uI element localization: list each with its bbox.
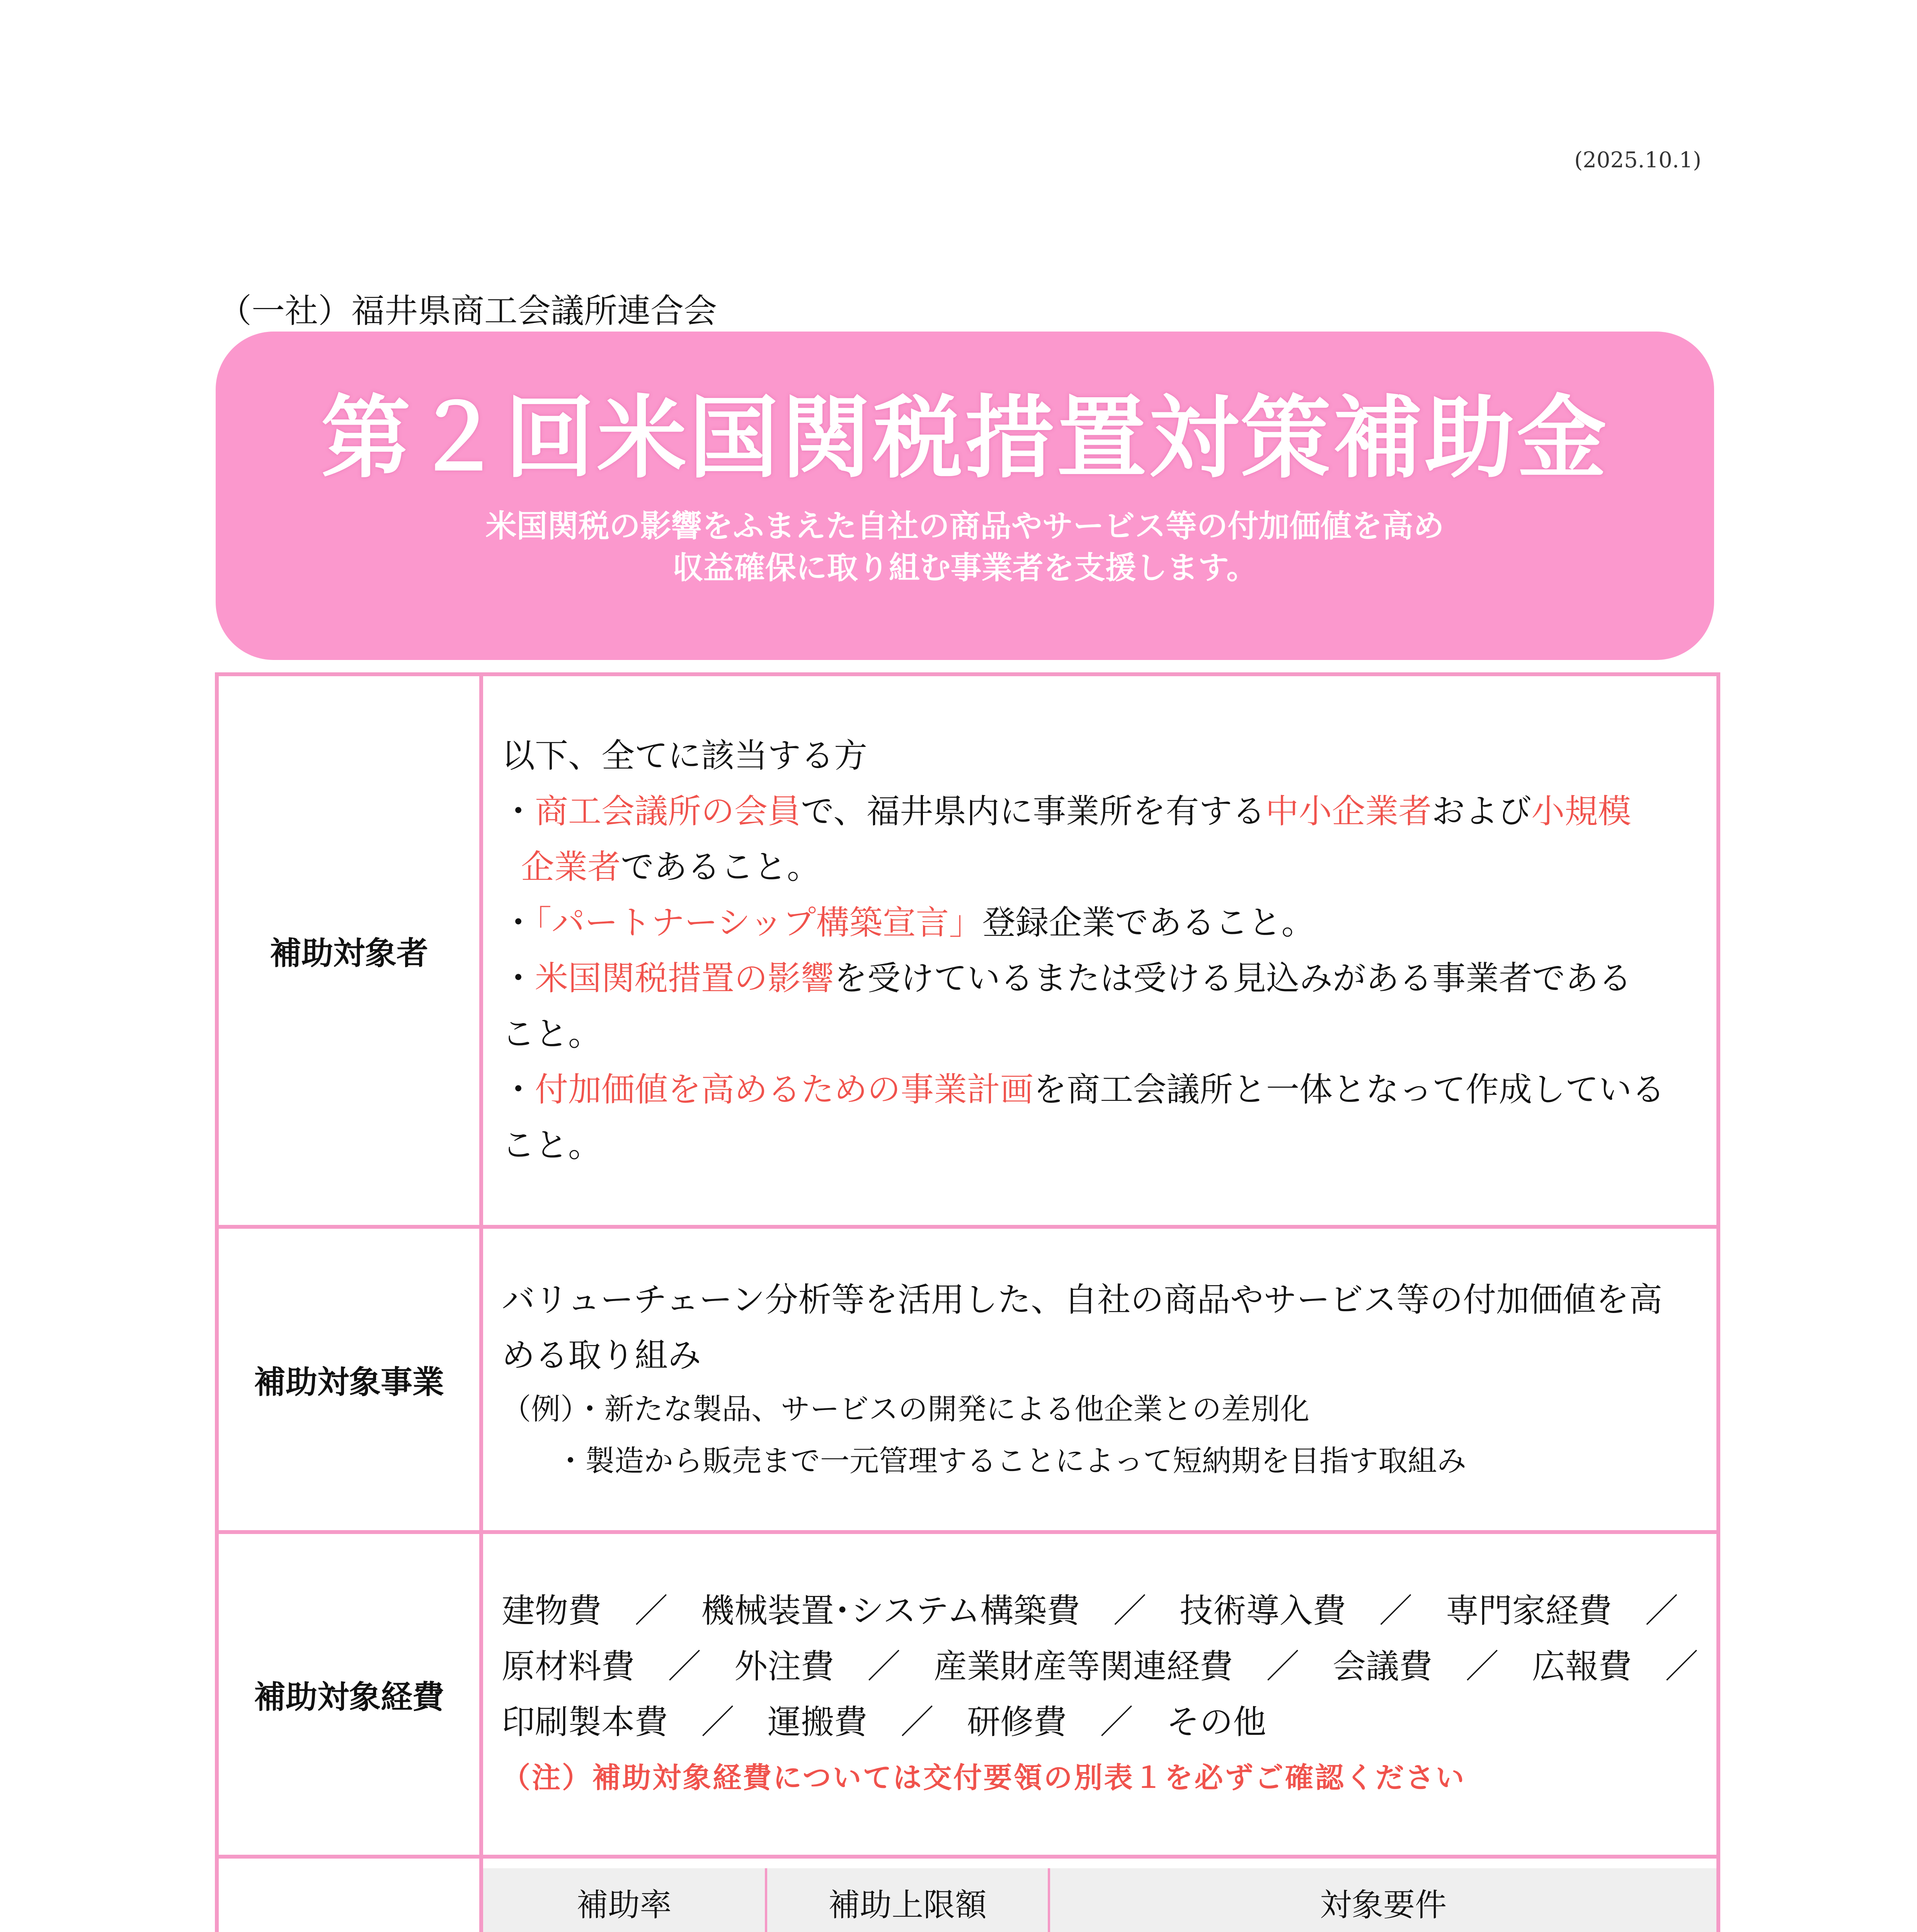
highlight: 米国関税措置の影響 — [535, 959, 834, 998]
content-targets — [481, 674, 1718, 1227]
text: 登録企業であること。 — [982, 903, 1315, 942]
header-requirements: 対象要件 — [1049, 1868, 1716, 1932]
text: を商工会議所と一体となって作成している — [1033, 1070, 1665, 1109]
highlight: 企業者 — [521, 848, 621, 886]
content-rate — [481, 1857, 1718, 1932]
bullet: ・ — [502, 903, 535, 942]
bullet: ・ — [502, 792, 535, 831]
targets-item1 — [502, 784, 1701, 839]
highlight: 「パートナーシップ構築宣言」 — [535, 903, 982, 942]
label-expenses: 補助対象経費 — [217, 1532, 481, 1857]
targets-item2 — [502, 895, 1701, 951]
text: で、福井県内に事業所を有する — [801, 792, 1266, 831]
projects-example2: ・製造から販売まで一元管理することによって短納期を目指す取組み — [556, 1444, 1466, 1478]
bullet: ・ — [502, 959, 535, 998]
label-rate — [217, 1857, 481, 1932]
projects-line2: める取り組み — [502, 1336, 701, 1375]
targets-item1-cont — [502, 839, 1701, 895]
row-expenses — [217, 1532, 1718, 1857]
targets-intro: 以下、全てに該当する方 — [502, 736, 867, 775]
banner-subtitle-line2: 収益確保に取り組む事業者を支援します。 — [672, 550, 1258, 586]
header-rate: 補助率 — [483, 1868, 766, 1932]
highlight: 商工会議所の会員 — [535, 792, 801, 831]
row-projects — [217, 1227, 1718, 1532]
content-projects — [481, 1227, 1718, 1532]
text: を受けているまたは受ける見込みがある事業者である — [834, 959, 1632, 998]
expenses-line3: 印刷製本費 ／ 運搬費 ／ 研修費 ／ その他 — [502, 1703, 1266, 1742]
banner-subtitle-line1: 米国関税の影響をふまえた自社の商品やサービス等の付加価値を高め — [485, 508, 1444, 544]
row-rate — [217, 1857, 1718, 1932]
text: および — [1432, 792, 1532, 831]
bullet: ・ — [502, 1070, 535, 1109]
info-table — [215, 672, 1720, 1932]
row-targets — [217, 674, 1718, 1227]
targets-item3 — [502, 951, 1701, 1006]
page-title: 第２回米国関税措置対策補助金 — [321, 386, 1609, 490]
targets-item4 — [502, 1062, 1701, 1117]
highlight: 中小企業者 — [1265, 792, 1432, 831]
highlight: 小規模 — [1531, 792, 1631, 831]
content-expenses — [481, 1532, 1718, 1857]
targets-item4-cont: こと。 — [502, 1126, 601, 1165]
expenses-note: （注）補助対象経費については交付要領の別表１を必ずご確認ください — [502, 1761, 1466, 1794]
label-projects: 補助対象事業 — [217, 1227, 481, 1532]
expenses-line2: 原材料費 ／ 外注費 ／ 産業財産等関連経費 ／ 会議費 ／ 広報費 ／ — [502, 1647, 1698, 1686]
issue-date: (2025.10.1) — [1574, 148, 1701, 173]
rate-header-row — [483, 1868, 1716, 1932]
expenses-line1: 建物費 ／ 機械装置･システム構築費 ／ 技術導入費 ／ 専門家経費 ／ — [502, 1592, 1679, 1630]
highlight: 付加価値を高めるための事業計画 — [535, 1070, 1033, 1109]
label-targets: 補助対象者 — [217, 674, 481, 1227]
banner-subtitle — [216, 505, 1714, 589]
text: であること。 — [621, 848, 820, 886]
projects-example1: （例）・新たな製品、サービスの開発による他企業との差別化 — [502, 1392, 1309, 1426]
rate-subtable — [483, 1868, 1716, 1932]
title-banner — [216, 332, 1714, 660]
header-limit: 補助上限額 — [766, 1868, 1049, 1932]
projects-line1: バリューチェーン分析等を活用した、自社の商品やサービス等の付加価値を高 — [502, 1281, 1663, 1319]
organization-name: （一社）福井県商工会議所連合会 — [218, 292, 717, 330]
targets-item3-cont: こと。 — [502, 1015, 601, 1053]
